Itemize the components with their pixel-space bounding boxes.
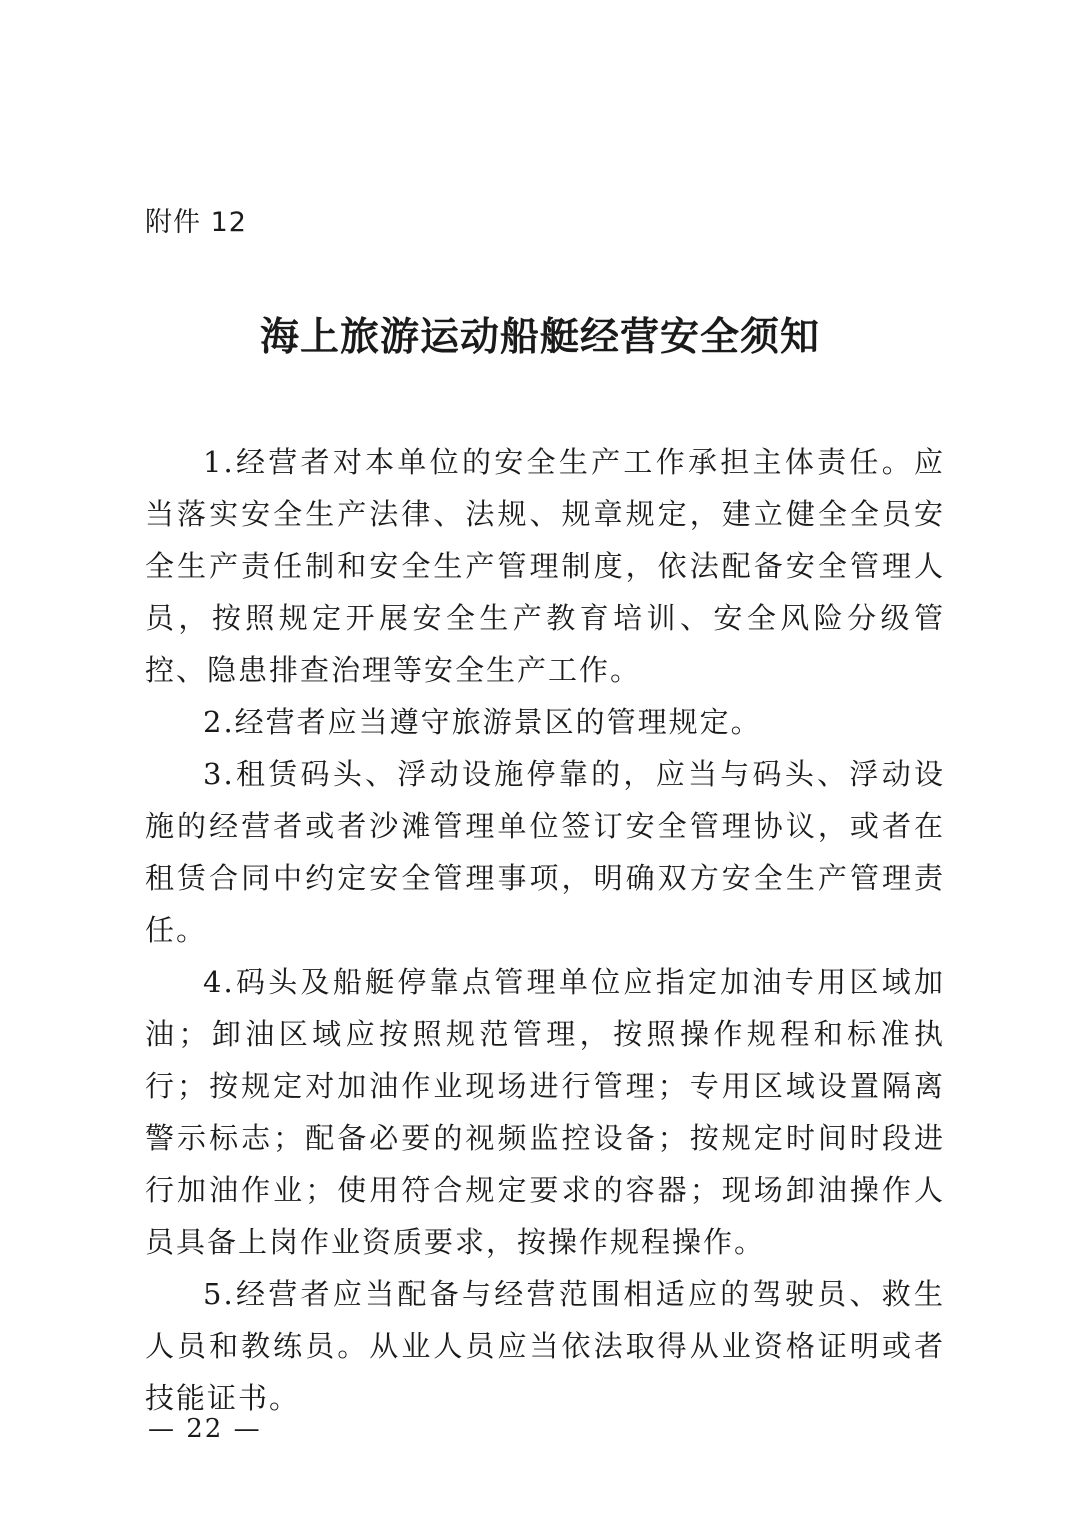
paragraph-1: 1.经营者对本单位的安全生产工作承担主体责任。应当落实安全生产法律、法规、规章规定，建立健全全员安全生产责任制和安全生产管理制度，依法配备安全管理人员，按照规定开展安全生产教育培训、安全风险分级管控、隐患排查治理等安全生产工作。: [145, 445, 945, 687]
paragraph-5: 5.经营者应当配备与经营范围相适应的驾驶员、救生人员和教练员。从业人员应当依法取得从业资格证明或者技能证书。: [145, 1277, 945, 1415]
document-body: [145, 436, 945, 1424]
paragraph-3: 3.租赁码头、浮动设施停靠的，应当与码头、浮动设施的经营者或者沙滩管理单位签订安全管理协议，或者在租赁合同中约定安全管理事项，明确双方安全生产管理责任。: [145, 757, 945, 947]
document-title: 海上旅游运动船艇经营安全须知: [259, 314, 820, 360]
page-number: — 22 —: [148, 1414, 262, 1444]
paragraph-4: 4.码头及船艇停靠点管理单位应指定加油专用区域加油；卸油区域应按照规范管理，按照操作规程和标准执行；按规定对加油作业现场进行管理；专用区域设置隔离警示标志；配备必要的视频监控设备；按规定时间时段进行加油作业；使用符合规定要求的容器；现场卸油操作人员具备上岗作业资质要求，按操作规程操作。: [145, 965, 945, 1259]
paragraph-2: 2.经营者应当遵守旅游景区的管理规定。: [203, 705, 762, 739]
attachment-label: 附件 12: [145, 207, 247, 238]
